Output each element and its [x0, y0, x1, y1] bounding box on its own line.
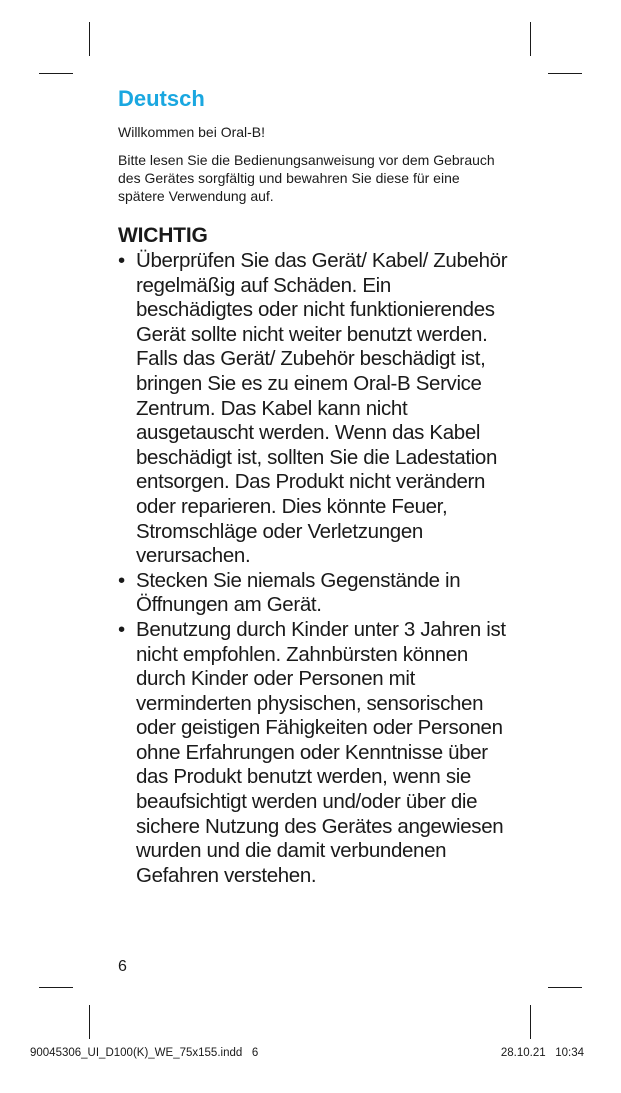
crop-mark-top-left-horizontal: [39, 73, 73, 74]
bullet-icon: •: [118, 249, 125, 272]
welcome-text: Willkommen bei Oral-B!: [118, 124, 266, 140]
bullet-icon: •: [118, 568, 125, 592]
crop-mark-bottom-right-horizontal: [548, 987, 582, 988]
manual-page-content: [118, 84, 508, 888]
crop-mark-bottom-right-vertical: [530, 1005, 531, 1039]
warning-item-children: [118, 618, 508, 889]
warning-list: [118, 249, 508, 888]
warning-item-text: Überprüfen Sie das Gerät/ Kabel/ Zubehör regelmäßig auf Schäden. Ein beschädigtes oder nicht funktionierendes Gerät sollte nicht weiter benutzt werden. Falls das Gerät/ Zubehör beschädigt ist, bringen Sie es zu einem Oral-B Service Zentrum. Das Kabel kann nicht ausgetauscht werden. Wenn das Kabel beschädigt ist, sollten Sie die Ladestation entsorgen. Das Produkt nicht verändern oder reparieren. Dies könnte Feuer, Stromschläge oder Verletzungen verursachen.: [136, 249, 508, 568]
crop-mark-top-right-horizontal: [548, 73, 582, 74]
bullet-icon: •: [118, 617, 125, 641]
crop-mark-top-left-vertical: [89, 22, 90, 56]
warning-item-text: Stecken Sie niemals Gegenstände in Öffnungen am Gerät.: [136, 568, 461, 617]
warning-heading: WICHTIG: [118, 224, 208, 247]
language-title: Deutsch: [118, 86, 205, 111]
warning-item-openings: [118, 569, 508, 618]
warning-item-text: Benutzung durch Kinder unter 3 Jahren ist nicht empfohlen. Zahnbürsten können durch Kinder oder Personen mit verminderten physischen, sensorischen oder geistigen Fähigkeiten oder Personen ohne Erfahrungen oder Kenntnisse über das Produkt benutzt werden, wenn sie beaufsichtigt werden und/oder über die sichere Nutzung des Gerätes angewiesen wurden und die damit verbundenen Gefahren verstehen.: [136, 617, 506, 887]
warning-item-damage: [118, 249, 508, 569]
page-number: 6: [118, 958, 127, 975]
crop-mark-bottom-left-horizontal: [39, 987, 73, 988]
footer-datetime: 28.10.21 10:34: [500, 1047, 584, 1059]
crop-mark-top-right-vertical: [530, 22, 531, 56]
instructions-text: Bitte lesen Sie die Bedienungsanweisung vor dem Gebrauch des Gerätes sorgfältig und bewahren Sie diese für eine spätere Verwendung auf.: [118, 152, 495, 204]
footer-file-name: 90045306_UI_D100(K)_WE_75x155.indd 6: [30, 1047, 259, 1059]
crop-mark-bottom-left-vertical: [89, 1005, 90, 1039]
